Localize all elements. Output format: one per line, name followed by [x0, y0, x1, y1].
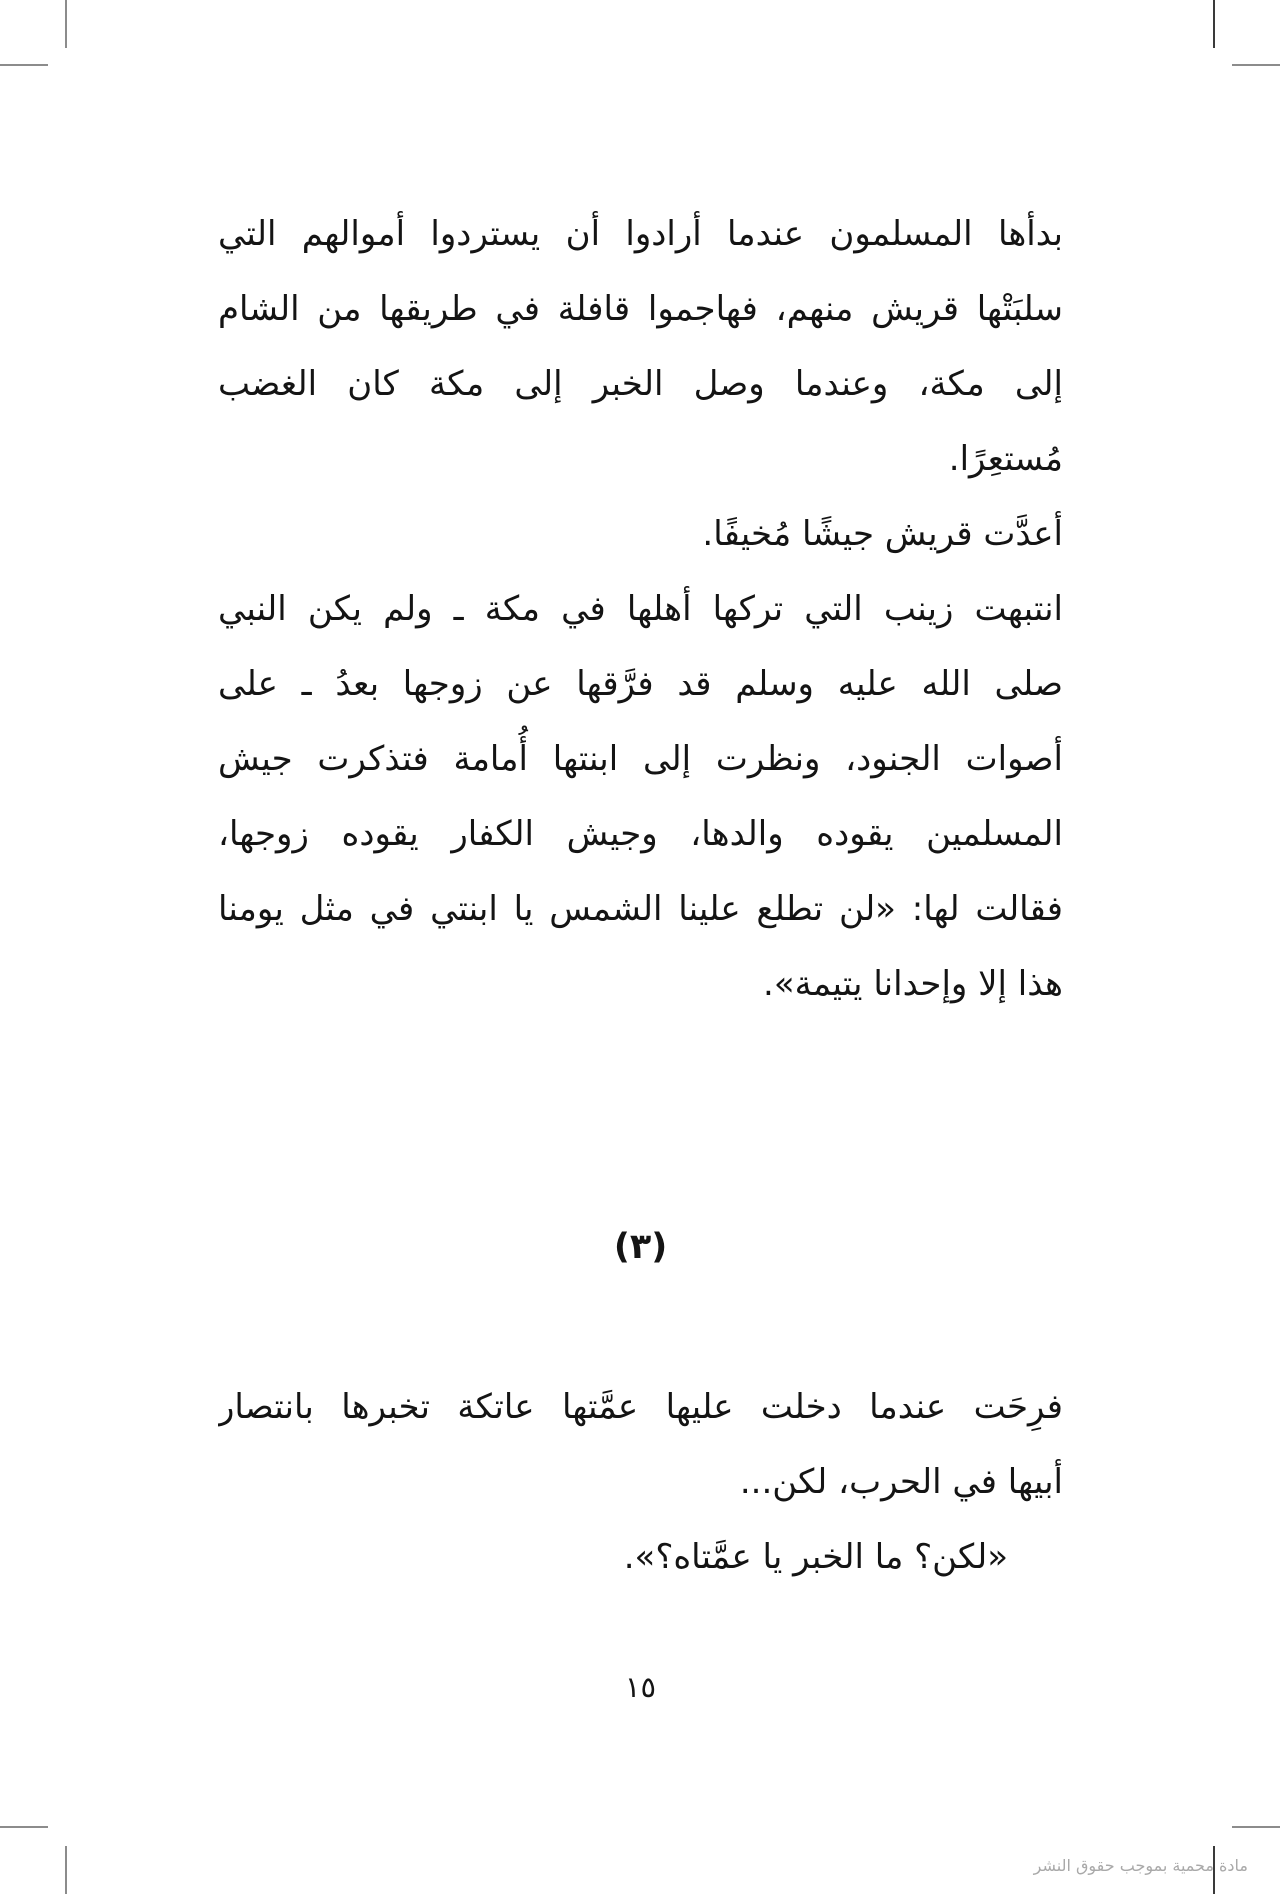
text-line: بدأها المسلمون عندما أرادوا أن يستردوا أموالهم التي — [218, 214, 1063, 254]
text-line: فرِحَت عندما دخلت عليها عمَّتها عاتكة تخبرها بانتصار — [218, 1387, 1063, 1427]
crop-mark-bottom-right-horizontal — [1232, 1826, 1280, 1828]
text-line: أبيها في الحرب، لكن... — [739, 1462, 1063, 1502]
text-line: انتبهت زينب التي تركها أهلها في مكة ـ ولم يكن النبي — [218, 589, 1063, 629]
text-line: سلبَتْها قريش منهم، فهاجموا قافلة في طريقها من الشام — [218, 289, 1063, 329]
text-line: «لكن؟ ما الخبر يا عمَّتاه؟». — [623, 1537, 1008, 1577]
paragraph — [218, 197, 1063, 497]
paragraph — [218, 1370, 1063, 1520]
crop-mark-top-right-horizontal — [1232, 64, 1280, 66]
text-line: إلى مكة، وعندما وصل الخبر إلى مكة كان الغضب — [218, 364, 1063, 404]
page-number: ١٥ — [624, 1670, 657, 1704]
text-line: فقالت لها: «لن تطلع علينا الشمس يا ابنتي في مثل يومنا — [218, 889, 1063, 929]
text-line: مُستعِرًا. — [948, 439, 1063, 479]
crop-mark-top-right-vertical — [1213, 0, 1215, 48]
text-line: أصوات الجنود، ونظرت إلى ابنتها أُمامة فتذكرت جيش — [218, 739, 1063, 779]
section-number-heading: (٣) — [613, 1227, 668, 1267]
paragraph — [218, 572, 1063, 1022]
crop-mark-top-left-horizontal — [0, 64, 48, 66]
paragraph — [218, 1520, 1063, 1595]
text-line: أعدَّت قريش جيشًا مُخيفًا. — [702, 514, 1063, 554]
crop-mark-top-left-vertical — [65, 0, 67, 48]
body-text — [218, 197, 1063, 1022]
text-line: صلى الله عليه وسلم قد فرَّقها عن زوجها بعدُ ـ على — [218, 664, 1063, 704]
paragraph — [218, 497, 1063, 572]
text-line: المسلمين يقوده والدها، وجيش الكفار يقوده زوجها، — [218, 814, 1063, 854]
copyright-watermark: مادة محمية بموجب حقوق النشر — [1033, 1856, 1248, 1875]
crop-mark-bottom-left-horizontal — [0, 1826, 48, 1828]
text-line: هذا إلا وإحدانا يتيمة». — [763, 964, 1063, 1004]
crop-mark-bottom-left-vertical — [65, 1846, 67, 1894]
